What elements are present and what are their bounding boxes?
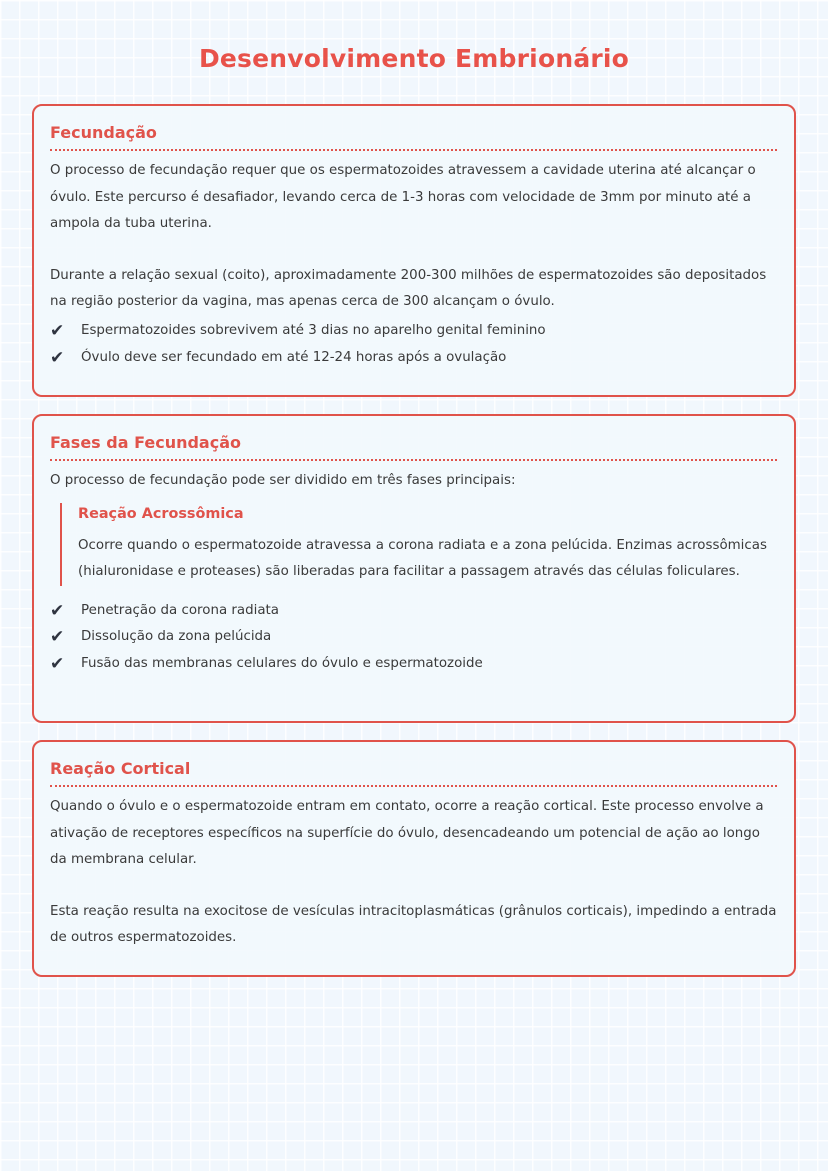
page-title: Desenvolvimento Embrionário [198, 44, 630, 73]
section-heading: Fecundação [50, 122, 777, 151]
checklist-item [50, 598, 777, 625]
checklist-item-label: Óvulo deve ser fecundado em até 12-24 horas após a ovulação [81, 349, 507, 365]
section-reacao-cortical [32, 740, 796, 977]
paragraph: Esta reação resulta na exocitose de vesículas intracitoplasmáticas (grânulos corticais), impedindo a entrada de outros espermatozoides. [50, 903, 777, 946]
check-icon: ✔ [50, 347, 65, 368]
checklist-item-label: Espermatozoides sobrevivem até 3 dias no aparelho genital feminino [81, 322, 546, 338]
checklist-item [50, 345, 777, 372]
check-icon: ✔ [50, 653, 65, 674]
check-icon: ✔ [50, 627, 65, 648]
paragraph: Quando o óvulo e o espermatozoide entram em contato, ocorre a reação cortical. Este processo envolve a ativação de receptores específicos na superfície do óvulo, desencadeando um potencial de ação ao longo da membrana celular. [50, 799, 764, 868]
checklist [50, 598, 777, 678]
paragraph: Durante a relação sexual (coito), aproximadamente 200-300 milhões de espermatozoides são depositados na região posterior da vagina, mas apenas cerca de 300 alcançam o óvulo. [50, 267, 767, 310]
checklist-item [50, 624, 777, 651]
subsection-reacao-acrossomica [60, 503, 777, 586]
subsection-text: Ocorre quando o espermatozoide atravessa a corona radiata e a zona pelúcida. Enzimas acrossômicas (hialuronidase e proteases) são liberadas para facilitar a passagem através das células foliculares. [78, 537, 767, 580]
checklist [50, 318, 777, 371]
check-icon: ✔ [50, 320, 65, 341]
checklist-item [50, 318, 777, 345]
section-fases-da-fecundacao [32, 414, 796, 723]
paragraph: O processo de fecundação pode ser dividido em três fases principais: [50, 473, 516, 488]
section-heading: Reação Cortical [50, 758, 777, 787]
checklist-item-label: Dissolução da zona pelúcida [81, 629, 272, 645]
section-fecundacao [32, 104, 796, 397]
paragraph: O processo de fecundação requer que os espermatozoides atravessem a cavidade uterina até alcançar o óvulo. Este percurso é desafiador, levando cerca de 1-3 horas com velocidade de 3mm por minuto até a ampola da tuba uterina. [50, 163, 756, 232]
checklist-item-label: Penetração da corona radiata [81, 602, 280, 618]
checklist-item-label: Fusão das membranas celulares do óvulo e espermatozoide [81, 655, 483, 671]
check-icon: ✔ [50, 600, 65, 621]
section-heading: Fases da Fecundação [50, 432, 777, 461]
checklist-item [50, 651, 777, 678]
subsection-heading: Reação Acrossômica [78, 505, 244, 522]
